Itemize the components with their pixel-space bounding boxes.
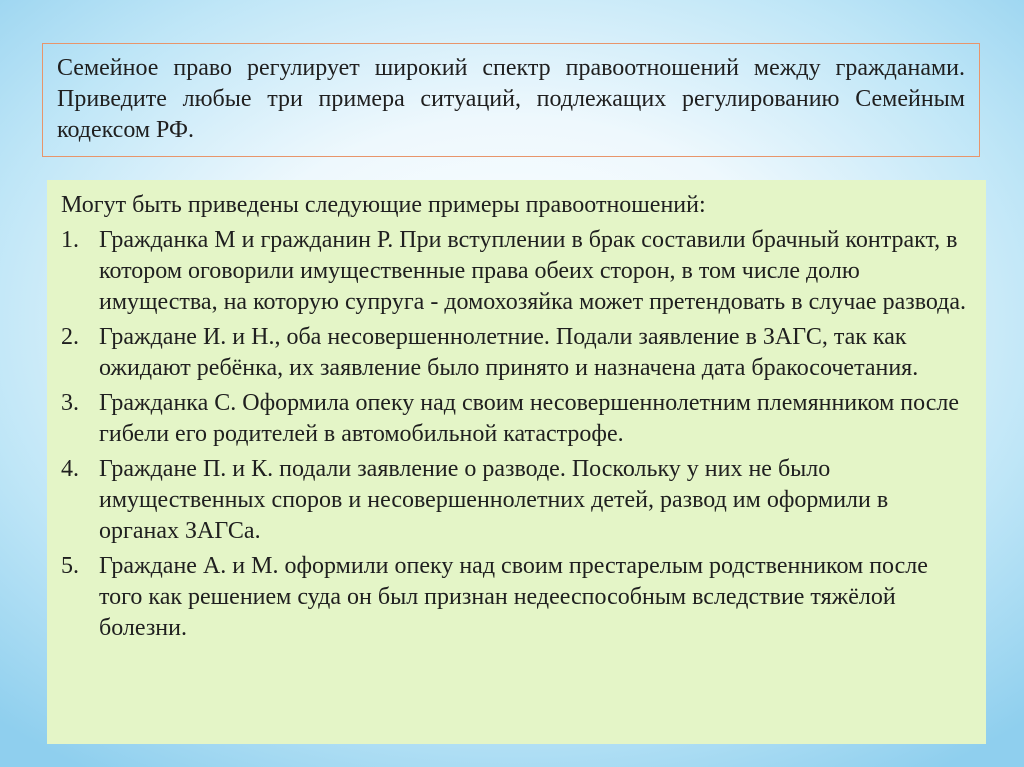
- list-item-number: 4.: [61, 456, 79, 482]
- list-item-number: 2.: [61, 324, 79, 350]
- list-item-text: Гражданка С. Оформила опеку над своим несовершеннолетним племянником после гибели его родителей в автомобильной катастрофе.: [99, 390, 960, 447]
- question-box: [42, 43, 980, 157]
- list-item-text: Гражданка М и гражданин Р. При вступлении в брак составили брачный контракт, в котором оговорили имущественные права обеих сторон, в том числе долю имущества, на которую супруга - домохозяйка может претендовать в случае развода.: [99, 227, 967, 315]
- answer-list: [61, 225, 974, 644]
- answer-box: [47, 180, 986, 744]
- list-item-text: Граждане И. и Н., оба несовершеннолетние. Подали заявление в ЗАГС, так как ожидают ребёнка, их заявление было принято и назначена дата бракосочетания.: [99, 324, 919, 381]
- question-text: Семейное право регулирует широкий спектр правоотношений между гражданами. Приведите любые три примера ситуаций, подлежащих регулированию Семейным кодексом РФ.: [57, 55, 965, 143]
- list-item-text: Граждане А. и М. оформили опеку над своим престарелым родственником после того как решением суда он был признан недееспособным вследствие тяжёлой болезни.: [99, 553, 928, 641]
- list-item-number: 5.: [61, 553, 79, 579]
- list-item: [61, 225, 974, 318]
- list-item-text: Граждане П. и К. подали заявление о разводе. Поскольку у них не было имущественных споров и несовершеннолетних детей, развод им оформили в органах ЗАГСа.: [99, 456, 889, 544]
- list-item: [61, 551, 974, 644]
- list-item-number: 3.: [61, 390, 79, 416]
- list-item: [61, 388, 974, 450]
- answer-intro: Могут быть приведены следующие примеры правоотношений:: [61, 192, 706, 218]
- list-item: [61, 322, 974, 384]
- list-item-number: 1.: [61, 227, 79, 253]
- list-item: [61, 454, 974, 547]
